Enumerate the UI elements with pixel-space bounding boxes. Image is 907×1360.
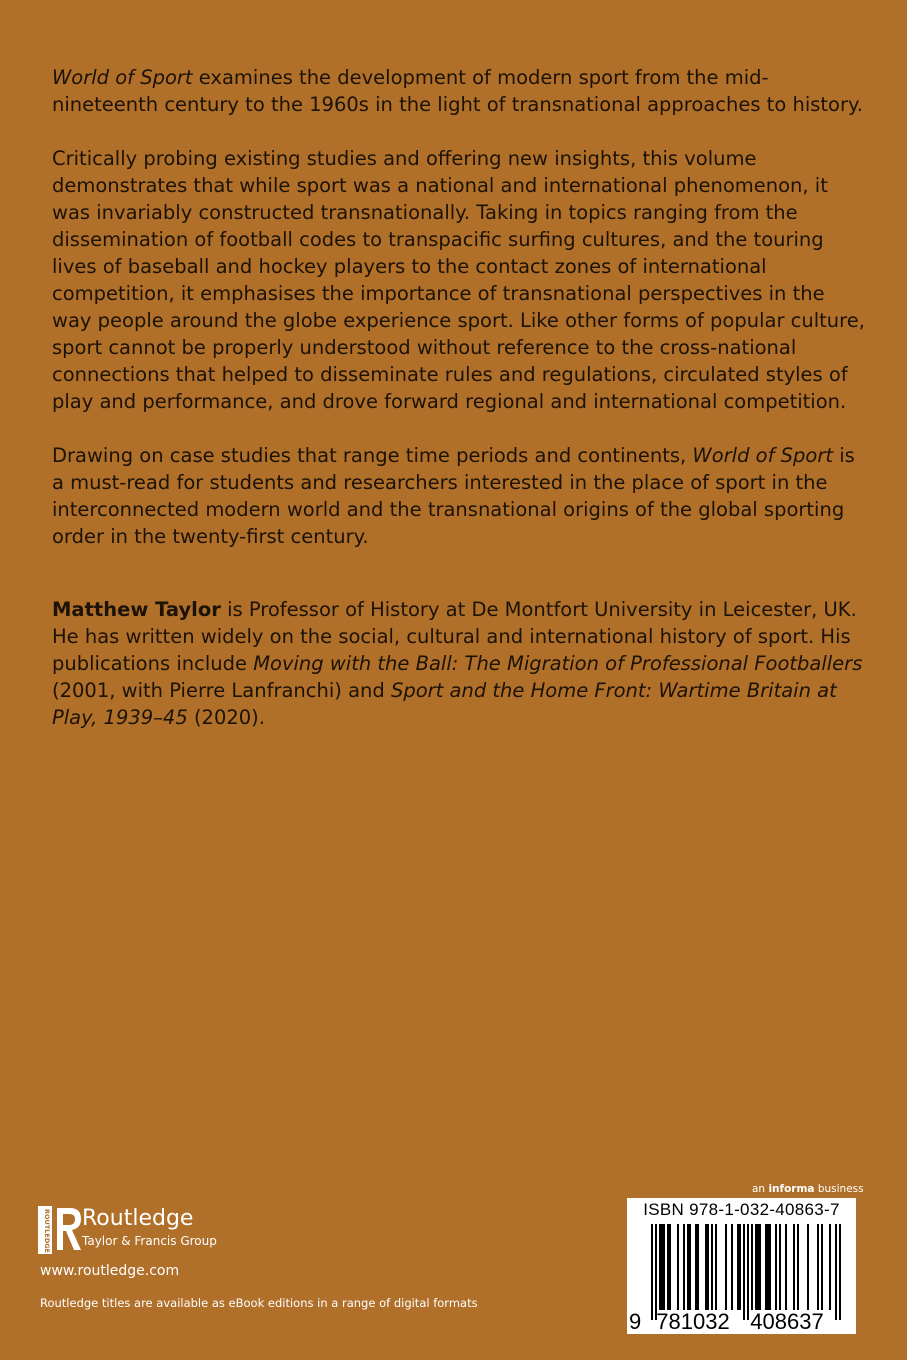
barcode-bar [821,1224,823,1310]
barcode-bar [669,1224,671,1310]
barcode-bar [655,1224,657,1320]
isbn-barcode [627,1198,856,1334]
barcode-bar [765,1224,767,1310]
barcode-bar [747,1224,749,1320]
barcode-bar [715,1224,717,1310]
barcode-bar [755,1224,757,1310]
barcode-bar [697,1224,699,1310]
barcode-bar [731,1224,733,1310]
barcode-bar [779,1224,781,1310]
publisher-group: Taylor & Francis Group [82,1234,217,1248]
routledge-side-mark [38,1206,52,1254]
barcode-bar [689,1224,691,1310]
blurb-paragraph-1: World of Sport examines the development of modern sport from the mid-nineteenth century to the 1960s in the light of transnational approaches to history. [52,66,863,116]
barcode-bar [775,1224,777,1310]
book-title: World of Sport [692,444,833,467]
svg-text:9: 9 [629,1309,642,1332]
publisher-name: Routledge [82,1206,194,1231]
barcode-bar [793,1224,795,1310]
routledge-r-icon [54,1206,84,1254]
barcode-bar [677,1224,679,1310]
barcode-bar [807,1224,809,1310]
isbn-label: ISBN 978-1-032-40863-7 [643,1200,840,1219]
barcode-bar [663,1224,665,1310]
barcode-bar [687,1224,689,1310]
barcode-bar [707,1224,709,1310]
svg-text:408637: 408637 [750,1309,824,1332]
barcode-bar [667,1224,669,1310]
book-title: World of Sport [52,66,193,89]
barcode-bar [829,1224,831,1310]
routledge-logo [38,1206,238,1256]
barcode-bar [695,1224,697,1310]
barcode-bar [817,1224,819,1310]
barcode-digits [627,1308,856,1332]
barcode-bar [683,1224,685,1310]
svg-text:781032: 781032 [656,1309,730,1332]
barcode-bar [839,1224,841,1320]
back-cover-text [52,64,867,758]
barcode-bar [835,1224,837,1320]
barcode-bar [725,1224,727,1310]
publisher-url: www.routledge.com [40,1263,180,1279]
ebook-note: Routledge titles are available as eBook editions in a range of digital formats [40,1296,478,1310]
barcode-bar [785,1224,787,1310]
barcode-bar [705,1224,707,1310]
author-name: Matthew Taylor [52,598,221,621]
barcode-bar [661,1224,663,1310]
svg-text:ROUTLEDGE: ROUTLEDGE [43,1209,51,1253]
barcode-bar [659,1224,661,1310]
barcode-bars [641,1224,847,1320]
barcode-bar [711,1224,713,1310]
barcode-bar [797,1224,799,1310]
barcode-bar [751,1224,753,1310]
blurb-paragraph-3: Drawing on case studies that range time periods and continents, World of Sport is a must-read for students and researchers interested in the place of sport in the interconnected modern world and the transnational origins of the global sporting order in the twenty-first century. [52,444,855,548]
barcode-bar [757,1224,759,1310]
blurb-paragraph-2: Critically probing existing studies and offering new insights, this volume demonstrates that while sport was a national and international phenomenon, it was invariably constructed transnationally. Taking in topics ranging from the dissemination of football codes to transpacific surfing cultures, and the touring lives of baseball and hockey players to the contact zones of international competition, it emphasises the importance of transnational perspectives in the way people around the globe experience sport. Like other forms of popular culture, sport cannot be properly understood without reference to the cross-national connections that helped to disseminate rules and regulations, circulated styles of play and performance, and drove forward regional and international competition. [52,147,865,413]
informa-tagline: an informa business [752,1183,864,1195]
barcode-bar [769,1224,771,1310]
barcode-bar [651,1224,653,1320]
author-bio: Matthew Taylor is Professor of History at De Montfort University in Leicester, UK. He has written widely on the social, cultural and international history of sport. His publications include Moving with the Ball: The Migration of Professional Footballers (2001, with Pierre Lanfranchi) and Sport and the Home Front: Wartime Britain at Play, 1939–45 (2020). [52,598,863,729]
barcode-bar [759,1224,761,1310]
barcode-bar [743,1224,745,1320]
barcode-bar [737,1224,739,1310]
barcode-bar [767,1224,769,1310]
barcode-bar [739,1224,741,1310]
